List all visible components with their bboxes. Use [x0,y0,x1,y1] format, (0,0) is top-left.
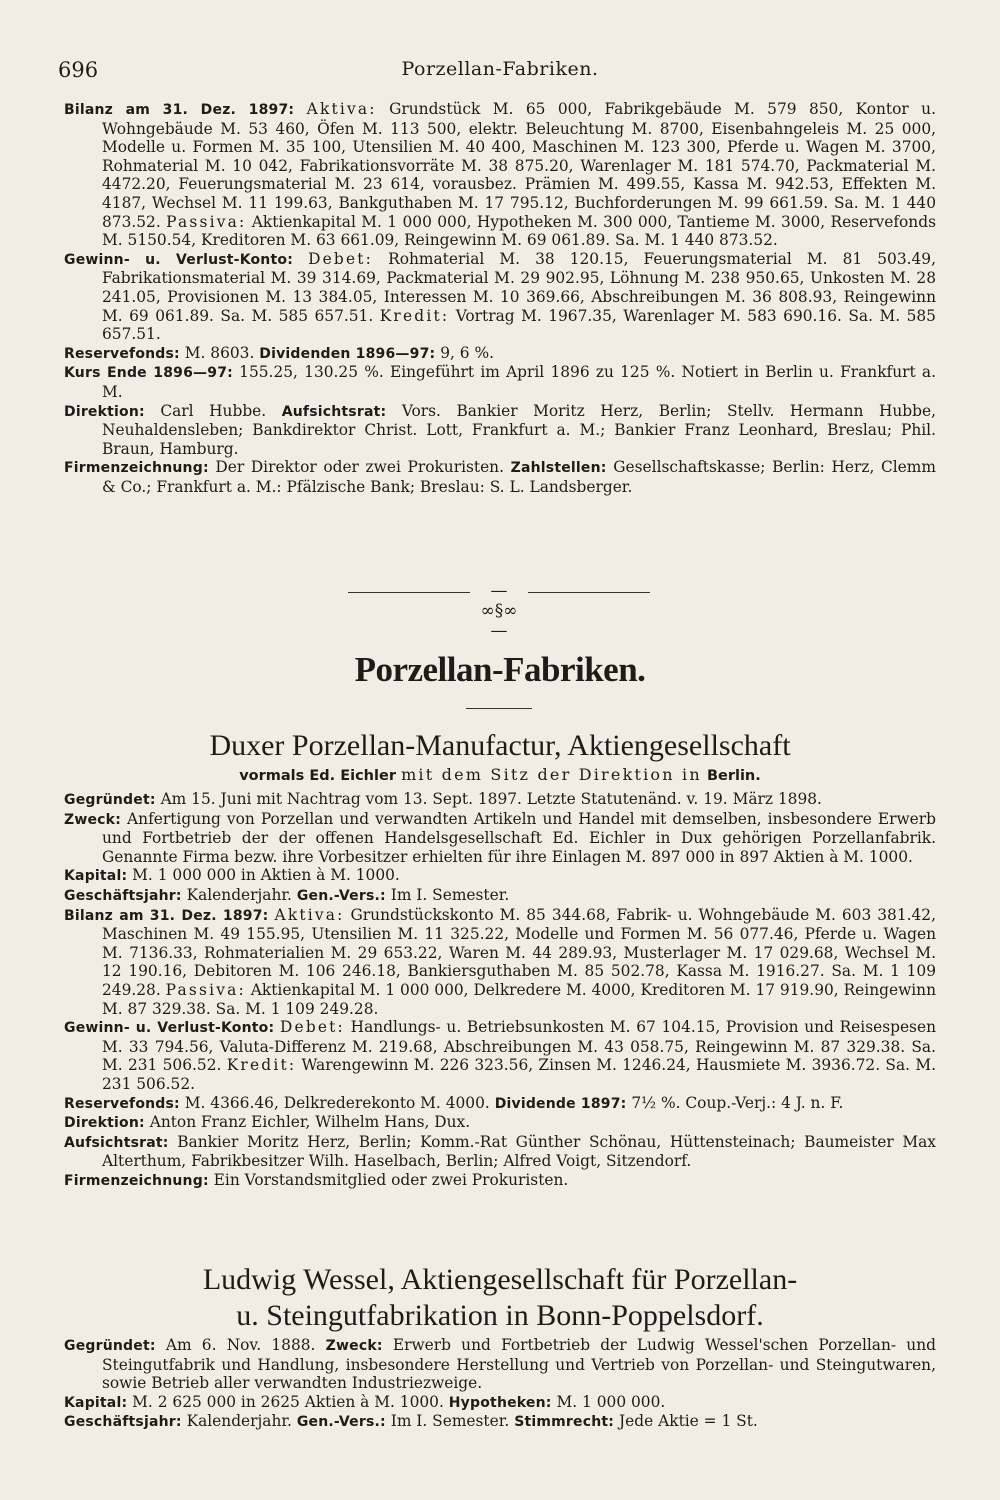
reserve-label: Reservefonds: [64,1095,180,1112]
firmenzeichnung-paragraph [64,1171,936,1191]
bilanz-aktiva-text: Grundstückskonto M. 85 344.68, Fabrik- u. Wohngebäude M. 603 381.42, Maschinen M. 49 155.95, Utensilien M. 11 325.22, Modelle und Formen M. 56 077.46, Pferde u. Wagen M. 7136.33, Rohmaterialien M. 29 653.22, Waren M. 44 289.93, Musterlager M. 17 029.68, Wechsel M. 12 190.16, Debitoren M. 106 246.18, Bankiersguthaben M. 85 502.78, Kassa M. 1916.27. Sa. M. 1 109 249.28. [102,905,936,999]
genvers-label: Gen.-Vers.: [296,1414,386,1431]
aufsichtsrat-paragraph [64,1133,936,1171]
gegruendet-paragraph [64,790,936,810]
firmenzeichnung-text: Ein Vorstandsmitglied oder zwei Prokuristen. [213,1170,569,1189]
direktion-paragraph [64,1113,936,1133]
duxer-entry [64,790,936,1190]
aufsichtsrat-text: Bankier Moritz Herz, Berlin; Komm.-Rat Günther Schönau, Hüttensteinach; Baumeister Max Alterthum, Fabrikbesitzer Wilh. Haselbach, Berlin; Alfred Voigt, Sitzendorf. [102,1132,936,1171]
duxer-sub-city: Berlin. [706,768,761,784]
geschaeftsjahr-label: Geschäftsjahr: [64,887,182,904]
direktion-label: Direktion: [64,1115,145,1132]
gegruendet-paragraph [64,1336,936,1393]
direktion-label: Direktion: [64,403,145,420]
aktiva-label: Aktiva: [274,905,345,924]
gegruendet-label: Gegründet: [64,792,156,808]
firmenzeichnung-text: Der Direktor oder zwei Prokuristen. [215,458,504,477]
geschaeftsjahr-text: Kalenderjahr. [186,1412,292,1431]
reserve-text: M. 8603. [184,343,255,362]
top-entry [64,100,936,496]
dividende-label: Dividende 1897: [494,1095,627,1112]
firmenzeichnung-label: Firmenzeichnung: [64,1172,209,1189]
kapital-paragraph [64,866,936,886]
duxer-sub-name: Ed. Eichler [309,768,396,784]
gegruendet-text: Am 6. Nov. 1888. [165,1336,316,1354]
bilanz-passiva-text: Aktienkapital M. 1 000 000, Delkredere M. 4000, Kreditoren M. 17 919.90, Reingewinn M. 87 329.38. Sa. M. 1 109 249.28. [102,980,936,1018]
firmenzeichnung-paragraph [64,458,936,496]
bilanz-paragraph [64,906,936,1019]
separator-ornament: —∞§∞— [480,581,518,641]
kapital-label: Kapital: [64,1394,128,1411]
genvers-text: Im I. Semester. [390,885,510,904]
wessel-title [0,1262,1000,1334]
running-title: Porzellan-Fabriken. [401,58,599,80]
guv-label: Gewinn- u. Verlust-Konto: [64,251,293,268]
bilanz-aktiva-text: Grundstück M. 65 000, Fabrikgebäude M. 579 850, Kontor u. Wohngebäude M. 53 460, Öfen M. 113 500, elektr. Beleuchtung M. 8700, Eisenbahngeleis M. 25 000, Modelle u. Formen M. 35 100, Utensilien M. 40 400, Maschinen M. 123 300, Pferde u. Wagen M. 3700, Rohmaterial M. 10 042, Fabrikationsvorräte M. 38 875.20, Warenlager M. 181 574.70, Packmaterial M. 4472.20, Feuerungsmaterial M. 23 614, vorausbez. Prämien M. 499.55, Kassa M. 942.53, Effekten M. 4187, Wechsel M. 11 199.63, Bankguthaben M. 17 795.12, Buchforderungen M. 99 661.59. Sa. M. 1 440 873.52. [102,100,936,231]
zweck-label: Zweck: [64,811,121,828]
debet-label: Debet: [308,249,374,268]
direktion-paragraph [64,402,936,459]
geschaeftsjahr-text: Kalenderjahr. [186,885,292,904]
kurs-text: 155.25, 130.25 %. Eingeführt im April 1896 zu 125 %. Notiert in Berlin u. Frankfurt a. M. [102,363,936,401]
duxer-subtitle [0,765,1000,784]
hypotheken-text: M. 1 000 000. [556,1392,666,1411]
bilanz-passiva-text: Aktienkapital M. 1 000 000, Hypotheken M. 300 000, Tantieme M. 3000, Reservefonds M. 5150.54, Kreditoren M. 63 661.09, Reingewinn M. 69 061.89. Sa. M. 1 440 873.52. [102,212,936,250]
passiva-label: Passiva: [165,980,246,999]
reserve-label: Reservefonds: [64,345,180,362]
aufsichtsrat-text: Vors. Bankier Moritz Herz, Berlin; Stellv. Hermann Hubbe, Neuhaldensleben; Bankdirektor Christ. Lott, Frankfurt a. M.; Bankier Franz Leonhard, Breslau; Phil. Braun, Hamburg. [102,401,936,458]
zweck-label: Zweck: [325,1338,383,1354]
kapital-paragraph [64,1393,936,1413]
wessel-entry [64,1336,936,1432]
section-title: Porzellan-Fabriken. [354,650,646,689]
kapital-label: Kapital: [64,868,128,885]
reserve-paragraph [64,344,936,364]
guv-paragraph [64,1018,936,1093]
genvers-label: Gen.-Vers.: [296,887,386,904]
guv-debet-text: Handlungs- u. Betriebsunkosten M. 67 104.15, Provision und Reisespesen M. 33 794.56, Valuta-Differenz M. 219.68, Abschreibungen M. 43 058.75, Reingewinn M. 87 329.38. Sa. M. 231 506.52. [102,1018,936,1075]
guv-label: Gewinn- u. Verlust-Konto: [64,1020,275,1037]
bilanz-label: Bilanz am 31. Dez. 1897: [64,907,269,924]
zahlstellen-text: Gesellschaftskasse; Berlin: Herz, Clemm & Co.; Frankfurt a. M.: Pfälzische Bank; Breslau: S. L. Landsberger. [102,458,936,496]
reserve-paragraph [64,1094,936,1114]
kredit-label: Kredit: [226,1056,297,1075]
kredit-label: Kredit: [379,306,450,325]
direktion-text: Carl Hubbe. [160,401,267,420]
geschaeftsjahr-paragraph [64,886,936,906]
separator-line-left [348,592,470,593]
kurs-label: Kurs Ende 1896—97: [64,365,233,382]
zweck-text: Erwerb und Fortbetrieb der Ludwig Wessel'schen Porzellan- und Steingutfabrik und Handlung, insbesondere Herstellung und Vertrieb von Porzellan- und Steingutwaren, sowie Betrieb aller verwandten Industriezweige. [102,1336,936,1393]
guv-kredit-text: Vortrag M. 1967.35, Warenlager M. 583 690.16. Sa. M. 585 657.51. [102,306,936,344]
kurs-paragraph [64,363,936,401]
kapital-text: M. 1 000 000 in Aktien à M. 1000. [132,866,400,885]
gegruendet-label: Gegründet: [64,1338,156,1354]
page-number: 696 [58,58,99,82]
stimmrecht-text: Jede Aktie = 1 St. [619,1412,758,1431]
dividenden-label: Dividenden 1896—97: [259,345,436,362]
duxer-sub-mid: mit dem Sitz der Direktion in [401,765,702,784]
dividende-text: 7½ %. Coup.-Verj.: 4 J. n. F. [631,1093,844,1112]
reserve-text: M. 4366.46, Delkrederekonto M. 4000. [184,1093,490,1112]
bilanz-label: Bilanz am 31. Dez. 1897: [64,102,295,118]
bilanz-paragraph [64,100,936,250]
aktiva-label: Aktiva: [306,100,377,118]
section-rule [466,708,532,709]
hypotheken-label: Hypotheken: [448,1394,552,1411]
firmenzeichnung-label: Firmenzeichnung: [64,460,209,477]
passiva-label: Passiva: [166,212,247,231]
geschaeftsjahr-paragraph [64,1412,936,1432]
section-separator [0,580,1000,641]
genvers-text: Im I. Semester. [390,1412,510,1431]
geschaeftsjahr-label: Geschäftsjahr: [64,1414,182,1431]
debet-label: Debet: [279,1018,345,1037]
guv-kredit-text: Warengewinn M. 226 323.56, Zinsen M. 1246.24, Hausmiete M. 3936.72. Sa. M. 231 506.52. [102,1056,936,1093]
guv-paragraph [64,250,936,344]
direktion-text: Anton Franz Eichler, Wilhelm Hans, Dux. [149,1113,471,1132]
guv-debet-text: Rohmaterial M. 38 120.15, Feuerungsmaterial M. 81 503.49, Fabrikationsmaterial M. 39 314.69, Packmaterial M. 29 902.95, Löhnung M. 238 950.65, Unkosten M. 28 241.05, Provisionen M. 13 384.05, Interessen M. 10 369.66, Abschreibungen M. 36 808.93, Reingewinn M. 69 061.89. Sa. M. 585 657.51. [102,249,936,325]
gegruendet-text: Am 15. Juni mit Nachtrag vom 13. Sept. 1897. Letzte Statutenänd. v. 19. März 1898. [160,790,822,808]
aufsichtsrat-label: Aufsichtsrat: [64,1134,169,1151]
stimmrecht-label: Stimmrecht: [514,1414,615,1431]
zweck-text: Anfertigung von Porzellan und verwandten Artikeln und Handel mit demselben, insbesondere Erwerb und Fortbetrieb der der offenen Handelsgesellschaft Ed. Eichler in Dux gehörigen Porzellanfabrik. Genannte Firma bezw. ihre Vorbesitzer erhielten für ihre Einlagen M. 897 000 in 897 Aktien à M. 1000. [102,809,936,866]
zahlstellen-label: Zahlstellen: [510,460,607,477]
zweck-paragraph [64,810,936,867]
dividenden-text: 9, 6 %. [440,343,495,362]
wessel-title-line1: Ludwig Wessel, Aktiengesellschaft für Porzellan- [202,1263,798,1296]
separator-line-right [528,592,650,593]
wessel-title-line2: u. Steingutfabrikation in Bonn-Poppelsdorf. [236,1299,764,1332]
aufsichtsrat-label: Aufsichtsrat: [281,403,387,420]
kapital-text: M. 2 625 000 in 2625 Aktien à M. 1000. [132,1392,444,1411]
duxer-sub-pre: vormals [239,768,305,784]
duxer-title: Duxer Porzellan-Manufactur, Aktiengesellschaft [209,729,791,762]
